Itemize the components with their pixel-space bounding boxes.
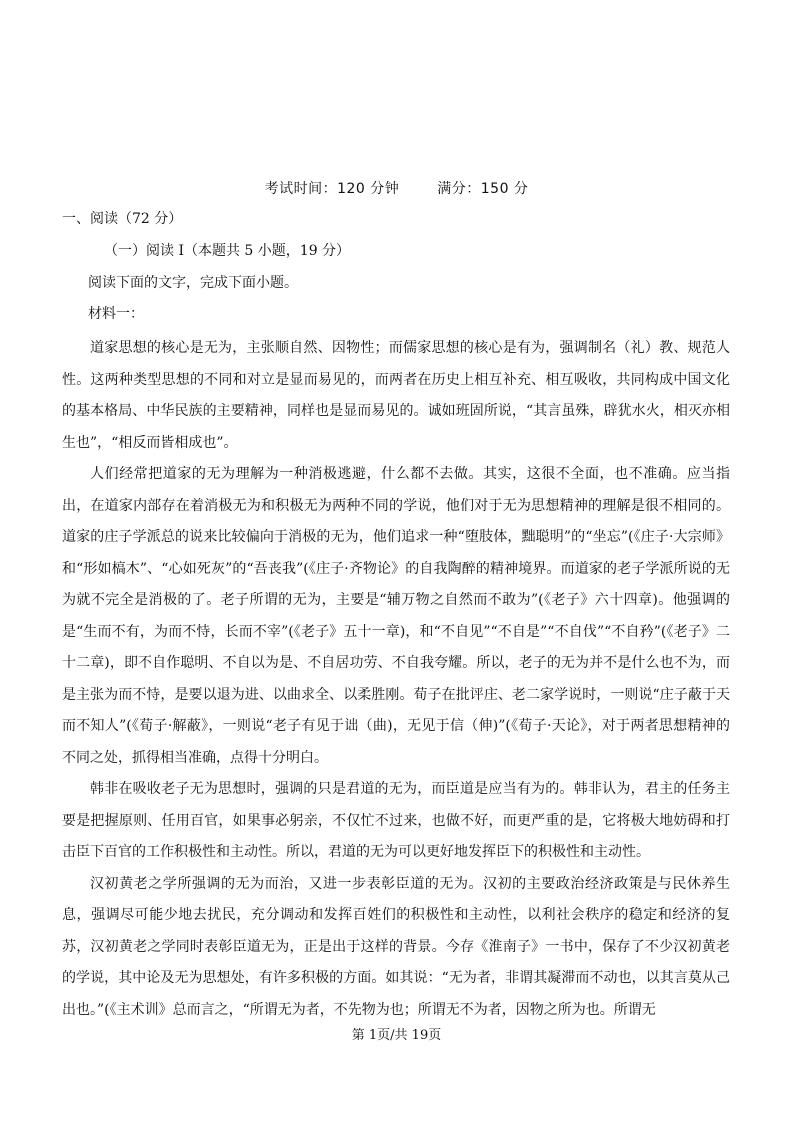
subsection-title: （一）阅读 I（本题共 5 小题，19 分）: [104, 243, 351, 259]
full-score: 满分：150 分: [437, 181, 529, 197]
section-title: 一、阅读（72 分）: [62, 211, 183, 227]
paragraph: 道家思想的核心是无为，主张顺自然、因物性；而儒家思想的核心是有为，强调制名（礼）教、规范人性。这两种类型思想的不同和对立是显而易见的，而两者在历史上相互补充、相互吸收，共同构成中国文化的基本格局、中华民族的主要精神，同样也是显而易见的。诚如班固所说，“其言虽殊，辟犹水火，相灭亦相生也”，“相反而皆相成也”。: [62, 340, 730, 451]
article-body: [62, 333, 730, 1026]
exam-time: 考试时间：120 分钟: [264, 181, 400, 197]
exam-info: [0, 178, 793, 198]
paragraph: 韩非在吸收老子无为思想时，强调的只是君道的无为，而臣道是应当有为的。韩非认为，君主的任务主要是把握原则、任用百官，如果事必躬亲，不仅忙不过来，也做不好，而更严重的是，它将极大地妨碍和打击臣下百官的工作积极性和主动性。所以，君道的无为可以更好地发挥臣下的积极性和主动性。: [62, 781, 730, 860]
paragraph: 汉初黄老之学所强调的无为而治，又进一步表彰臣道的无为。汉初的主要政治经济政策是与民休养生息，强调尽可能少地去扰民，充分调动和发挥百姓们的积极性和主动性，以利社会秩序的稳定和经济的复苏，汉初黄老之学同时表彰臣道无为，正是出于这样的背景。今存《淮南子》一书中，保存了不少汉初黄老的学说，其中论及无为思想处，有许多积极的方面。如其说：“无为者，非谓其凝滞而不动也，以其言莫从己出也。”(《主术训》总而言之，“所谓无为者，不先物为也；所谓无不为者，因物之所为也。所谓无: [62, 875, 730, 1018]
instruction-text: 阅读下面的文字，完成下面小题。: [88, 275, 298, 291]
paragraph: 人们经常把道家的无为理解为一种消极逃避，什么都不去做。其实，这很不全面，也不准确。应当指出，在道家内部存在着消极无为和积极无为两种不同的学说，他们对于无为思想精神的理解是很不相同的。道家的庄子学派总的说来比较偏向于消极的无为，他们追求一种“堕肢体，黜聪明”的“坐忘”(《庄子·大宗师》和“形如槁木”、“心如死灰”的“吾丧我”(《庄子·齐物论》的自我陶醉的精神境界。而道家的老子学派所说的无为就不完全是消极的了。老子所谓的无为，主要是“辅万物之自然而不敢为”(《老子》六十四章)。他强调的是“生而不有，为而不恃，长而不宰”(《老子》五十一章)，和“不自见”“不自是”“不自伐”“不自矜”(《老子》二十二章)，即不自作聪明、不自以为是、不自居功劳、不自我夸耀。所以，老子的无为并不是什么也不为，而是主张为而不恃，是要以退为进、以曲求全、以柔胜刚。荀子在批评庄、老二家学说时，一则说“庄子蔽于天而不知人”(《荀子·解蔽》，一则说“老子有见于诎（曲)，无见于信（伸)”(《荀子·天论》，对于两者思想精神的不同之处，抓得相当准确，点得十分明白。: [62, 466, 730, 766]
page-footer: 第 1页/共 19页: [351, 1028, 442, 1043]
material-label: 材料一：: [88, 306, 144, 322]
